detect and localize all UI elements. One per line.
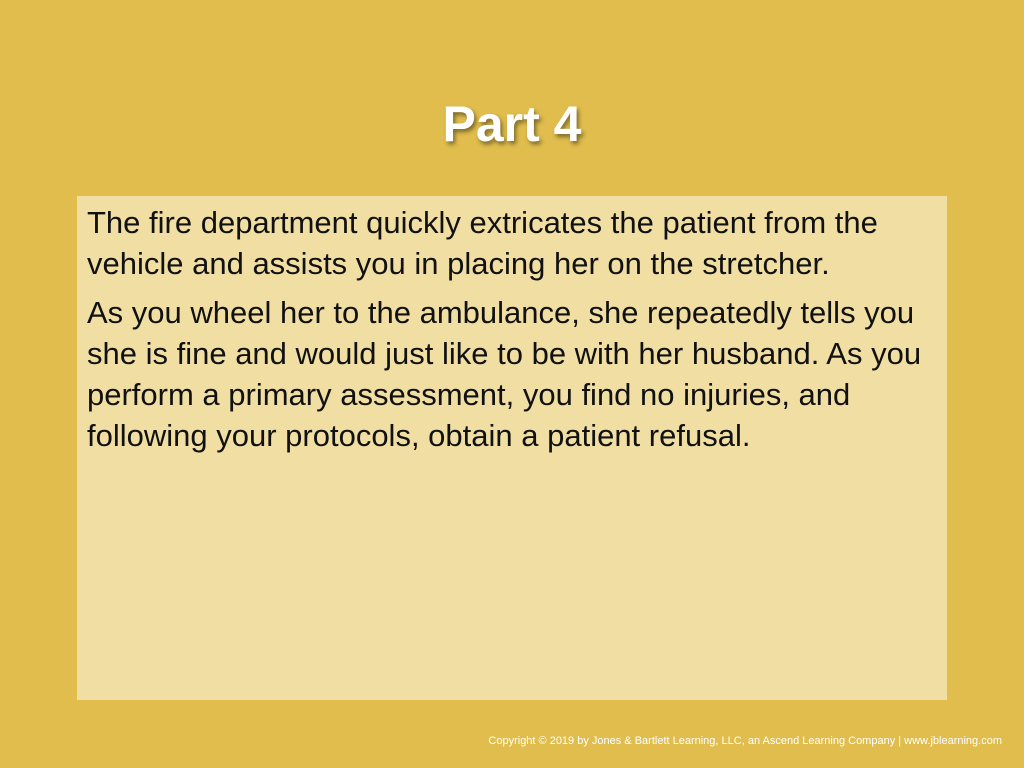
slide-title: Part 4 (442, 96, 582, 152)
paragraph-1: The fire department quickly extricates the patient from the vehicle and assists you in placing her on the stretcher. (87, 205, 878, 281)
content-box (77, 196, 947, 700)
paragraph-2: As you wheel her to the ambulance, she repeatedly tells you she is fine and would just like to be with her husband. As you perform a primary assessment, you find no injuries, and following your protocols, obtain a patient refusal. (87, 295, 922, 453)
copyright-footer: Copyright © 2019 by Jones & Bartlett Learning, LLC, an Ascend Learning Company | www.jblearning.com (488, 735, 1002, 747)
